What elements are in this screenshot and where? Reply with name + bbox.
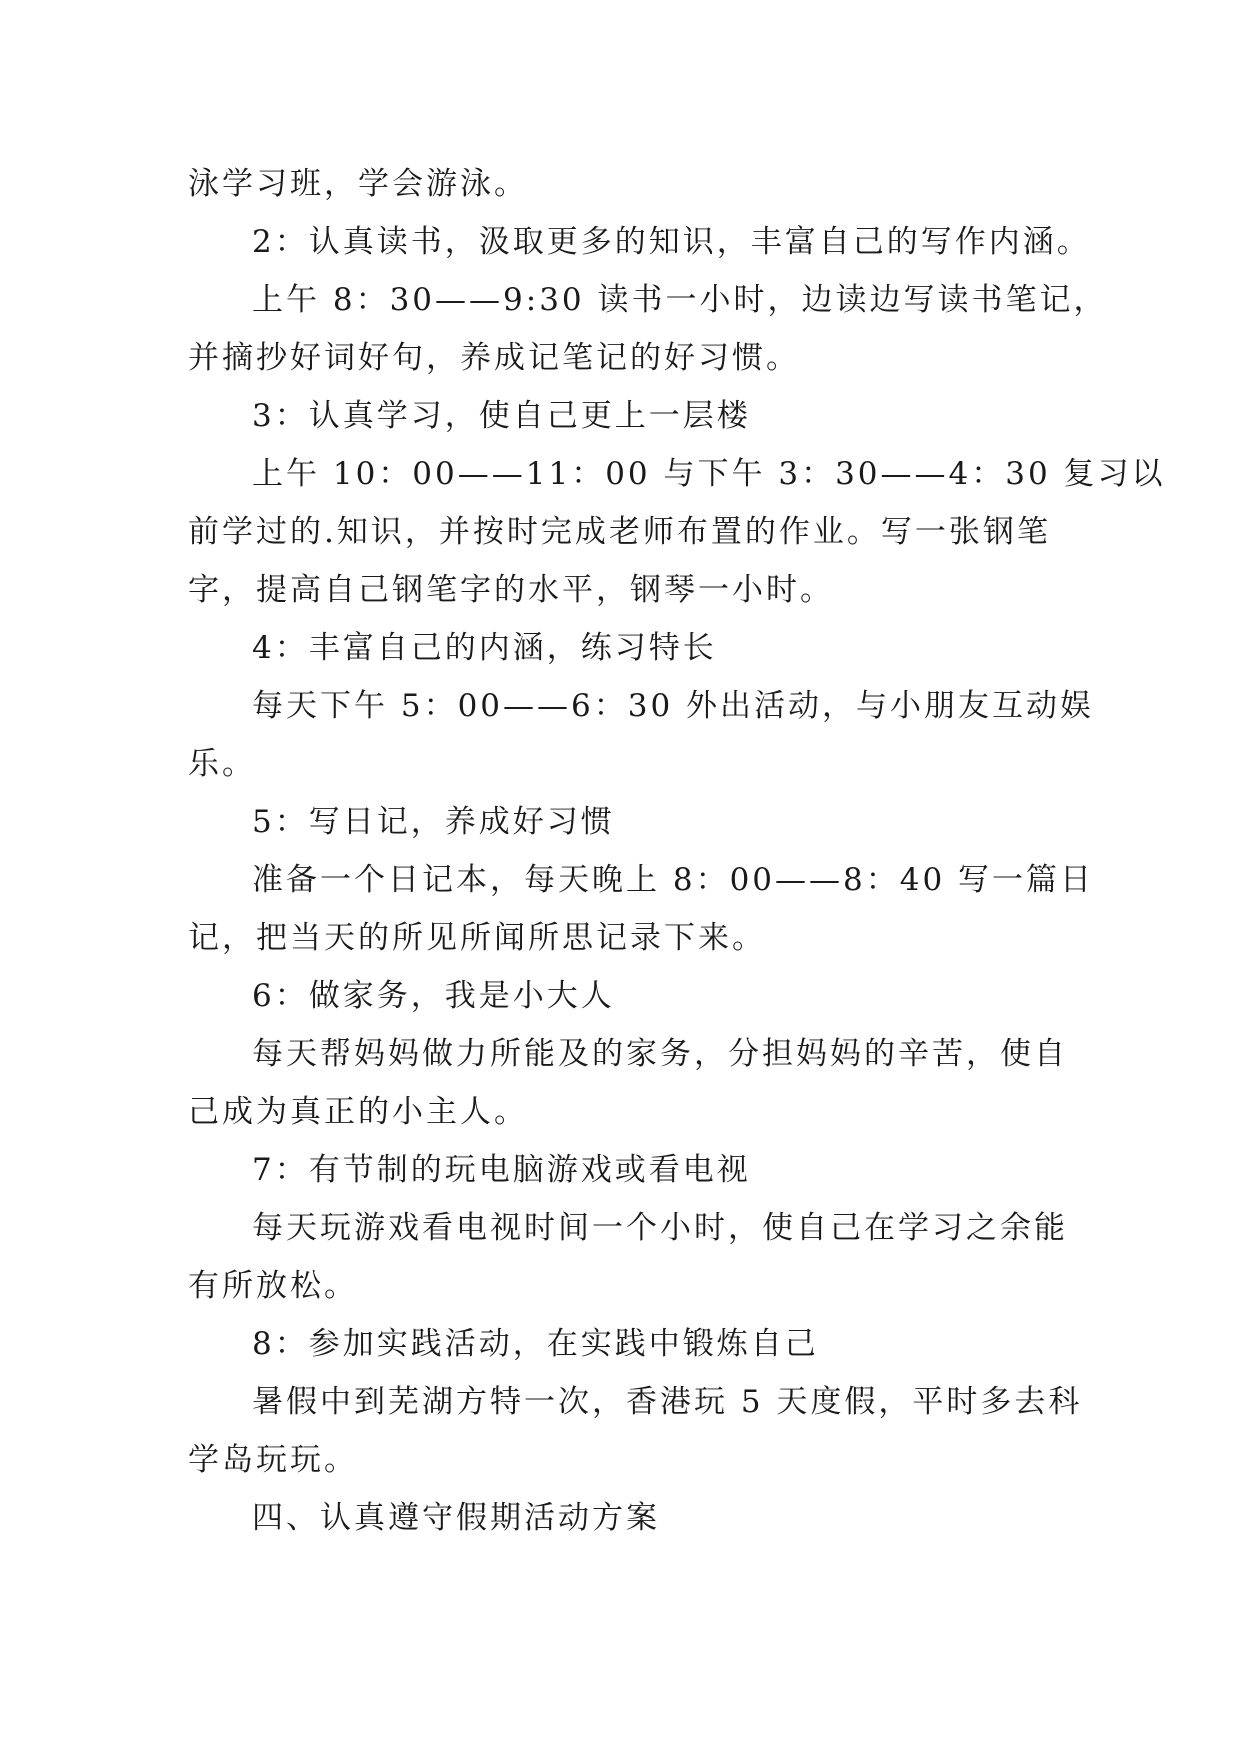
- text-line: 2：认真读书，汲取更多的知识，丰富自己的写作内涵。: [252, 224, 1091, 260]
- text-line: 记，把当天的所见所闻所思记录下来。: [188, 920, 766, 956]
- text-line: 前学过的.知识，并按时完成老师布置的作业。写一张钢笔: [188, 514, 1051, 550]
- text-line: 四、认真遵守假期活动方案: [252, 1500, 660, 1536]
- text-line: 并摘抄好词好句，养成记笔记的好习惯。: [188, 340, 800, 376]
- text-line: 泳学习班，学会游泳。: [188, 166, 528, 202]
- text-line: 3：认真学习，使自己更上一层楼: [252, 398, 751, 434]
- text-line: 上午 10：00——11：00 与下午 3：30——4：30 复习以: [252, 456, 1166, 492]
- text-line: 6：做家务，我是小大人: [252, 978, 615, 1014]
- text-line: 有所放松。: [188, 1268, 358, 1304]
- text-line: 暑假中到芜湖方特一次，香港玩 5 天度假，平时多去科: [252, 1384, 1083, 1420]
- text-line: 4：丰富自己的内涵，练习特长: [252, 630, 717, 666]
- text-line: 准备一个日记本，每天晚上 8：00——8：40 写一篇日: [252, 862, 1095, 898]
- text-line: 己成为真正的小主人。: [188, 1094, 528, 1130]
- text-line: 字，提高自己钢笔字的水平，钢琴一小时。: [188, 572, 834, 608]
- text-line: 7：有节制的玩电脑游戏或看电视: [252, 1152, 751, 1188]
- text-line: 上午 8：30——9:30 读书一小时，边读边写读书笔记，: [252, 282, 1108, 318]
- text-line: 每天玩游戏看电视时间一个小时，使自己在学习之余能: [252, 1210, 1068, 1246]
- text-line: 每天下午 5：00——6：30 外出活动，与小朋友互动娱: [252, 688, 1095, 724]
- text-line: 8：参加实践活动，在实践中锻炼自己: [252, 1326, 819, 1362]
- text-line: 学岛玩玩。: [188, 1442, 358, 1478]
- document-body: [188, 155, 1166, 1547]
- text-line: 乐。: [188, 746, 256, 782]
- text-line: 每天帮妈妈做力所能及的家务，分担妈妈的辛苦，使自: [252, 1036, 1068, 1072]
- text-line: 5：写日记，养成好习惯: [252, 804, 615, 840]
